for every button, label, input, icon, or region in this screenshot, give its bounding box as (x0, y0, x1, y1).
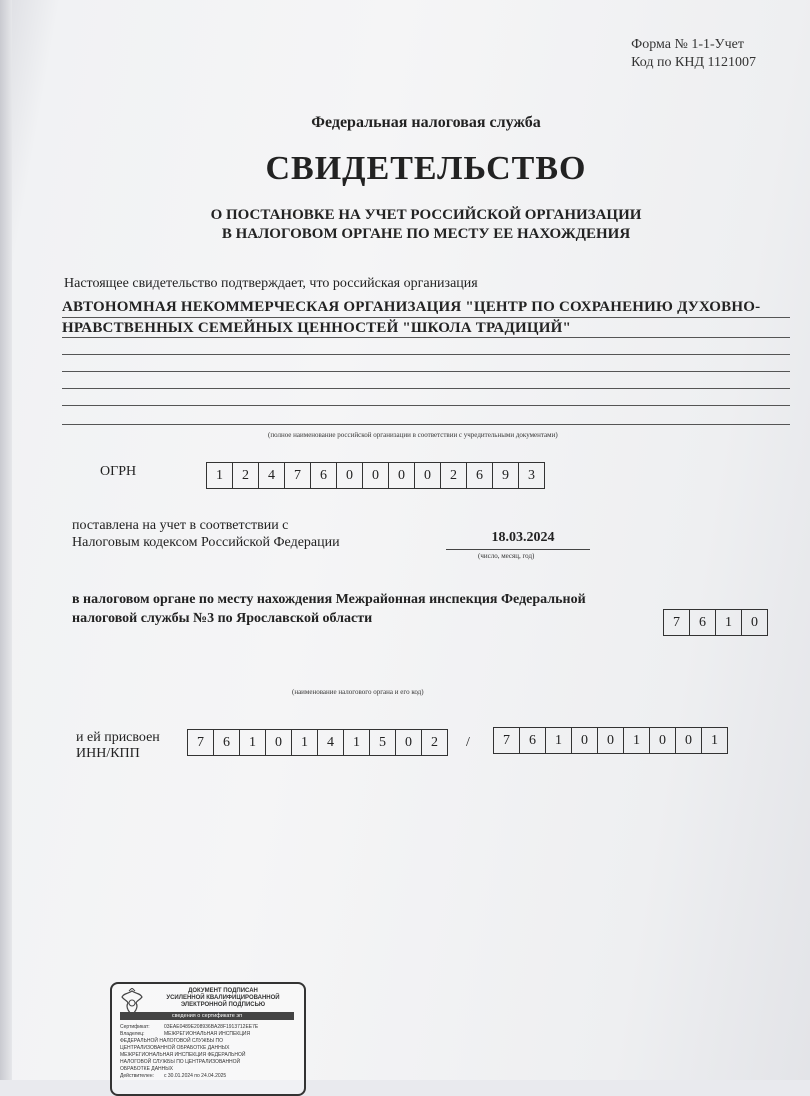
tax-office-name (72, 590, 652, 628)
ogrn-digit: 2 (232, 462, 259, 489)
org-rule (62, 317, 790, 318)
subtitle-line-2: В НАЛОГОВОМ ОРГАНЕ ПО МЕСТУ ЕЕ НАХОЖДЕНИЯ (221, 226, 631, 242)
stamp-owner-label: Владелец: (120, 1031, 145, 1037)
stamp-owner-line: МЕЖРЕГИОНАЛЬНАЯ ИНСПЕКЦИЯ ФЕДЕРАЛЬНОЙ (120, 1052, 246, 1058)
kpp-digit: 7 (493, 727, 520, 754)
ogrn-digit: 0 (336, 462, 363, 489)
intro-text: Настоящее свидетельство подтверждает, что российская организация (64, 276, 478, 291)
tax-office-code-digit: 7 (663, 609, 690, 636)
stamp-cert-value: 03EAE0489E208936BA28F1913712EE7E (164, 1024, 259, 1030)
kpp-digit: 0 (597, 727, 624, 754)
kpp-digit: 0 (649, 727, 676, 754)
stamp-cert-label: Сертификат: (120, 1024, 150, 1030)
inn-digit: 1 (239, 729, 266, 756)
stamp-valid-label: Действителен: (120, 1073, 154, 1079)
inn-label-line-2: ИНН/КПП (76, 746, 140, 761)
org-rule (62, 337, 790, 338)
inn-digit: 2 (421, 729, 448, 756)
inn-digit: 0 (265, 729, 292, 756)
registration-line-2: Налоговым кодексом Российской Федерации (72, 535, 340, 550)
stamp-heading-line-1: ДОКУМЕНТ ПОДПИСАН (188, 988, 258, 994)
inn-kpp-separator: / (466, 735, 470, 750)
document-title: СВИДЕТЕЛЬСТВО (265, 150, 587, 187)
org-name-line-1: АВТОНОМНАЯ НЕКОММЕРЧЕСКАЯ ОРГАНИЗАЦИЯ "ЦЕНТР ПО СОХРАНЕНИЮ ДУХОВНО- (62, 299, 761, 315)
inn-digit: 1 (291, 729, 318, 756)
registration-line-1: поставлена на учет в соответствии с (72, 518, 289, 533)
kpp-digit: 1 (701, 727, 728, 754)
inn-digit: 0 (395, 729, 422, 756)
inn-digit-boxes (188, 729, 448, 756)
kpp-digit: 6 (519, 727, 546, 754)
subtitle-line-1: О ПОСТАНОВКЕ НА УЧЕТ РОССИЙСКОЙ ОРГАНИЗАЦИИ (210, 207, 642, 223)
org-rule (62, 405, 790, 406)
tax-office-code-digit: 1 (715, 609, 742, 636)
date-caption: (число, месяц, год) (478, 552, 535, 560)
tax-office-line-2: налоговой службы №3 по Ярославской области (72, 611, 373, 626)
tax-office-code-digit: 0 (741, 609, 768, 636)
inn-label-line-1: и ей присвоен (76, 730, 160, 745)
stamp-heading-line-3: ЭЛЕКТРОННОЙ ПОДПИСЬЮ (180, 1002, 266, 1008)
ogrn-digit: 0 (388, 462, 415, 489)
org-rule (62, 388, 790, 389)
date-underline (446, 549, 590, 550)
org-rule (62, 354, 790, 355)
inn-digit: 6 (213, 729, 240, 756)
form-code-block (631, 36, 756, 72)
ogrn-label: ОГРН (100, 464, 137, 479)
stamp-owner-line: ОБРАБОТКЕ ДАННЫХ (120, 1066, 174, 1072)
tax-office-caption: (наименование налогового органа и его код) (292, 688, 424, 696)
tax-office-code-digit: 6 (689, 609, 716, 636)
ogrn-digit: 1 (206, 462, 233, 489)
ogrn-digit: 4 (258, 462, 285, 489)
ogrn-digit: 9 (492, 462, 519, 489)
stamp-owner-line: МЕЖРЕГИОНАЛЬНАЯ ИНСПЕКЦИЯ (164, 1031, 251, 1037)
ogrn-digit-boxes (207, 462, 545, 489)
kpp-digit: 0 (675, 727, 702, 754)
kpp-digit: 1 (623, 727, 650, 754)
ogrn-digit: 0 (414, 462, 441, 489)
stamp-owner-line: ФЕДЕРАЛЬНОЙ НАЛОГОВОЙ СЛУЖБЫ ПО (120, 1038, 224, 1044)
org-name-line-2: НРАВСТВЕННЫХ СЕМЕЙНЫХ ЦЕННОСТЕЙ "ШКОЛА ТРАДИЦИЙ" (62, 320, 571, 336)
stamp-heading-line-2: УСИЛЕННОЙ КВАЛИФИЦИРОВАННОЙ (166, 995, 280, 1001)
kpp-digit: 0 (571, 727, 598, 754)
kpp-digit: 1 (545, 727, 572, 754)
agency-name: Федеральная налоговая служба (311, 114, 541, 131)
stamp-owner-line: НАЛОГОВОЙ СЛУЖБЫ ПО ЦЕНТРАЛИЗОВАННОЙ (120, 1059, 241, 1065)
stamp-valid-value: с 30.01.2024 по 24.04.2025 (164, 1073, 227, 1079)
org-rule (62, 424, 790, 425)
organization-name (62, 297, 792, 339)
form-number: Форма № 1-1-Учет (631, 37, 744, 52)
knd-code: Код по КНД 1121007 (631, 55, 756, 70)
stamp-owner-line: ЦЕНТРАЛИЗОВАННОЙ ОБРАБОТКЕ ДАННЫХ (120, 1045, 230, 1051)
ogrn-digit: 6 (466, 462, 493, 489)
ogrn-digit: 7 (284, 462, 311, 489)
inn-digit: 7 (187, 729, 214, 756)
stamp-certificate-bar: сведения о сертификате эп (120, 1012, 294, 1020)
org-name-caption: (полное наименование российской организации в соответствии с учредительными документами) (268, 431, 558, 439)
inn-digit: 5 (369, 729, 396, 756)
electronic-signature-stamp (110, 982, 306, 1096)
tax-office-line-1: в налоговом органе по месту нахождения Межрайонная инспекция Федеральной (72, 592, 586, 607)
ogrn-digit: 6 (310, 462, 337, 489)
org-rule (62, 371, 790, 372)
document-subtitle (0, 206, 810, 244)
stamp-heading (148, 988, 298, 1009)
inn-digit: 4 (317, 729, 344, 756)
registration-date: 18.03.2024 (491, 530, 555, 545)
ogrn-digit: 0 (362, 462, 389, 489)
ogrn-digit: 3 (518, 462, 545, 489)
kpp-digit-boxes (494, 727, 728, 754)
inn-digit: 1 (343, 729, 370, 756)
tax-office-code-boxes (664, 609, 768, 636)
ogrn-digit: 2 (440, 462, 467, 489)
